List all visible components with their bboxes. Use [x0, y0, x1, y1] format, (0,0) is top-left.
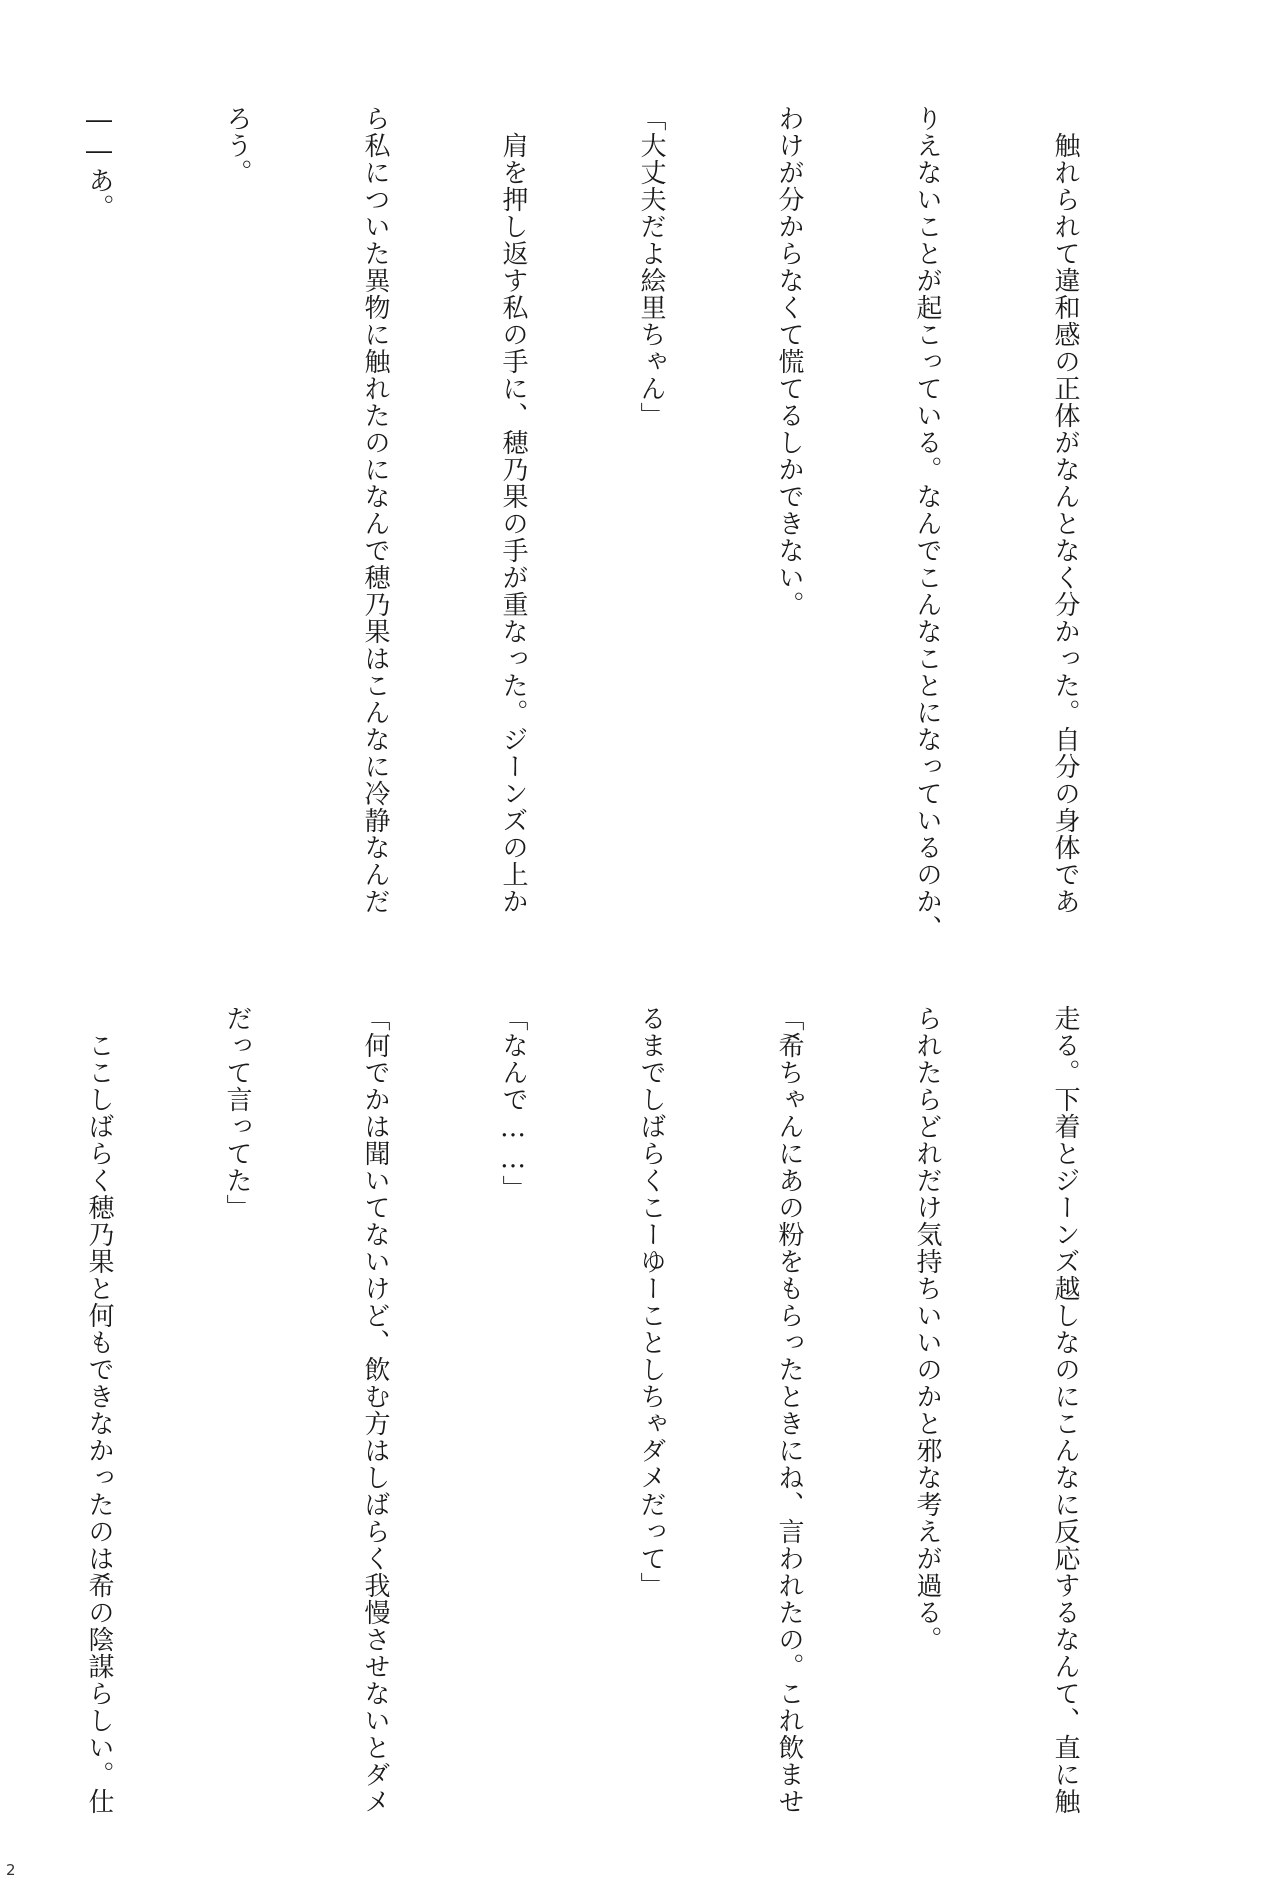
text-line: ら私についた異物に触れたのになんで穂乃果はこんなに冷静なんだ	[360, 105, 390, 915]
text-line: 肩を押し返す私の手に、穂乃果の手が重なった。ジーンズの上か	[498, 105, 528, 915]
text-line: 走る。下着とジーンズ越しなのにこんなに反応するなんて、直に触	[1050, 1005, 1080, 1815]
text-line: ここしばらく穂乃果と何もできなかったのは希の陰謀らしい。仕	[84, 1005, 114, 1815]
text-line: られたらどれだけ気持ちいいのかと邪な考えが過る。	[912, 1005, 942, 1653]
text-line: わけが分からなくて慌てるしかできない。	[774, 105, 804, 618]
text-block-upper	[84, 105, 1180, 942]
text-line: ――あ。	[84, 105, 114, 221]
text-line: 「希ちゃんにあの粉をもらったときにね、言われたの。これ飲ませ	[774, 1005, 804, 1815]
page-number: 2	[6, 1861, 16, 1879]
text-line: ろう。	[222, 105, 252, 186]
text-line: 「大丈夫だよ絵里ちゃん」	[636, 105, 666, 429]
text-line: 触れられて違和感の正体がなんとなく分かった。自分の身体であ	[1050, 105, 1080, 915]
text-line: りえないことが起こっている。なんでこんなことになっているのか、	[912, 105, 942, 942]
text-block-lower	[84, 1005, 1180, 1815]
text-line: だって言ってた」	[222, 1005, 252, 1221]
text-line: るまでしばらくこーゆーことしちゃダメだって」	[636, 1005, 666, 1599]
text-line: 「なんで……」	[498, 1005, 528, 1202]
text-line: 「何でかは聞いてないけど、飲む方はしばらく我慢させないとダメ	[360, 1005, 390, 1815]
